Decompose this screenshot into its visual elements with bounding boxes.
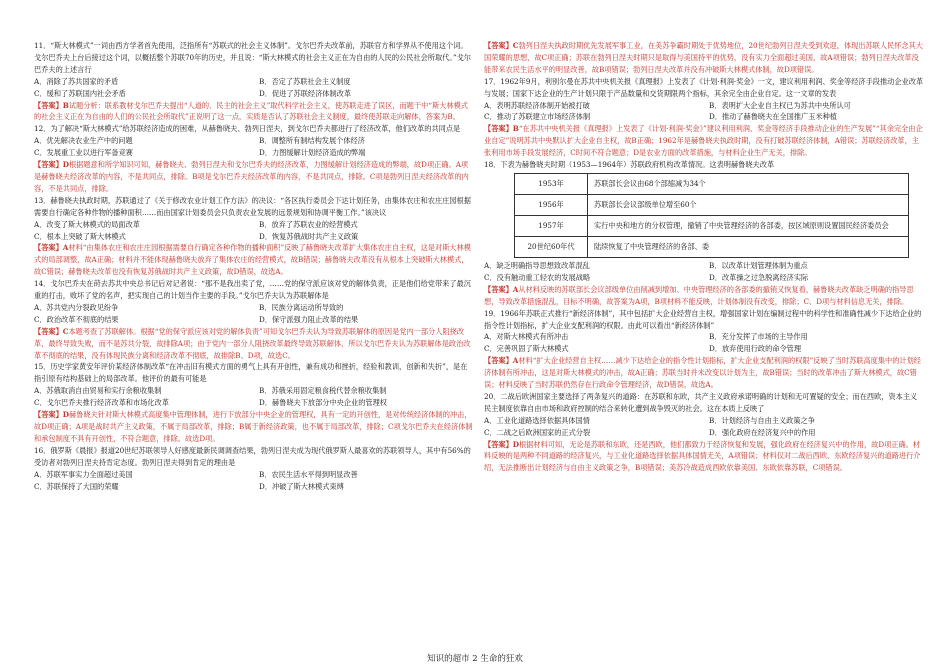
option-a: A．消除了苏共国家的矛盾 [34,76,119,86]
option-c: C．二战之后欧洲国家的正式分裂 [484,427,591,437]
answer [484,123,924,159]
options [34,302,474,326]
answer [484,40,924,76]
options [34,135,474,159]
option-b: B．表明扩大企业自主权已为苏共中央所认可 [709,100,851,110]
option-b: B．苏俄采用固定粮食税代替余粮收集制 [259,386,387,396]
answer-tag: 【答案】B [34,100,69,110]
option-d: D．恢复苏俄战时共产主义政策 [259,231,359,241]
table-row [515,194,909,215]
option-c: C．苏联保持了大国的荣耀 [34,481,119,491]
answer-tag: 【答案】C [484,41,519,50]
option-a: A．优先解决农业生产中的问题 [34,136,133,146]
answer-text: 试题分析：联系教材戈尔巴乔夫提出“人道的、民主的社会主义”取代科学社会主义，使苏联走进了误区，而题干中“斯大林模式的社会主义正在为自由的人们的公民社会所取代”正说明了这一点，实质是否认了苏联社会主义制度，最终使苏联走向解体，答案为B。 [34,100,468,122]
options [34,385,474,409]
option-a: A．苏共党内分裂政见纷争 [34,302,119,312]
options [484,415,924,439]
page-footer: 知识的超市 2 生命的狂欢 [427,654,523,664]
option-b: B．计划经济与自由主义政策之争 [709,415,815,425]
answer-text: 从材料反映的苏联部长会议部级单位由削减到增加、中央管理经济的各部委的撤销又恢复看，赫鲁晓夫改革缺乏明确的指导思想，导致改革措施混乱，目标不明确，故答案为A项，B项材料不能反映，计划体制没有改变，排除；C、D项与材料信息无关，排除。 [484,284,914,306]
answer-tag: 【答案】C [34,326,69,336]
question-18 [484,159,924,308]
option-c: C．政治改革不彻底的结果 [34,314,119,324]
option-a: A．对斯大林模式有所冲击 [484,332,569,342]
options [34,219,474,243]
left-column [34,40,474,492]
option-b: B．民族分离运动所导致的 [259,302,344,312]
table-cell-year: 1953年 [515,173,588,194]
option-d: D．力图缓解计划经济造成的弊端 [259,148,366,158]
options [34,76,474,100]
option-b: B．以改革计划管理体制为重点 [709,260,808,270]
option-c: C．根本上突破了斯大林模式 [34,231,126,241]
question-11 [34,40,474,123]
option-d: D．改革操之过急脱离经济实际 [709,272,809,282]
question-stem: 13．赫鲁晓夫执政时期，苏联通过了《关于修改农业计划工作方法》的决议：“各区执行委员会下达计划任务，由集体农庄和农庄庄园根据需要自行确定各种作物的播种面积……而由国家计划委员会只负责农业发展的远景规划和协调平衡工作。”该决议 [34,195,471,217]
answer [34,409,474,445]
options [484,260,924,284]
question-16-answer [484,40,924,76]
answer-tag: 【答案】A [484,356,519,366]
answer-tag: 【答案】B [484,124,519,134]
answer-text: 本题考查了苏联解体。根据“党的保守派应该对党的解体负责”可知戈尔巴乔夫认为导致苏联解体的原因是党内一部分人阻挠改革，最终导致失败，而不是苏共分裂，故排除A项；由于党内一部分人阻挠改革最终导致苏联解体，所以戈尔巴乔夫认为苏联解体是政治改革不彻底的结果，没有体现民族分离和经济改革不彻底，故排除B、D项，故选C。 [34,326,471,360]
question-stem: 16．俄罗斯《晨报》报道20世纪苏联领导人好感度最新民调调查结果，勃列日涅夫成为现代俄罗斯人最喜欢的苏联领导人，其中有56%的受访者对勃列日涅夫持肯定态度。勃列日涅夫得到肯定的理由是 [34,445,471,467]
question-14 [34,278,474,361]
question-stem: 19．1966年苏联正式推行“新经济体制”，其中包括扩大企业经营自主权，增强国家计划在编制过程中的科学性和准确性减少下达给企业的指令性计划指标，扩大企业支配利润的权限。由此可以看出“新经济体制” [484,308,922,330]
question-15 [34,361,474,444]
question-stem: 14．戈尔巴乔夫在莳去苏共中央总书记后对记者说：“那不是我出卖了党，……党的保守派应该对党的解体负责，正是他们给党带来了最沉重的打击，败坏了党的名声，把实现自己的计划当作主要的手段。”戈尔巴乔夫认为苏联解体是 [34,279,471,301]
answer-text: 材料“由集体农庄和农庄庄园根据需要自行确定各种作物的播种面积”反映了赫鲁晓夫改革扩大集体农庄自主权，这是对斯大林模式的局部调整，故A正确；材料并不能体现赫鲁晓夫放弃了集体农庄的经营模式，故B错误；赫鲁晓夫改革没有从根本上突破斯大林模式，故C错误；赫鲁晓夫改革也没有恢复苏俄战时共产主义政策，故D错误，故选A。 [34,243,471,277]
option-d: D．推动了赫鲁晓夫在全国推广玉米种植 [709,112,837,122]
question-stem: 12．为了解决“斯大林模式”给苏联经济造成的困难，从赫鲁晓夫、勃列日涅夫，到戈尔巴乔夫都进行了经济改革，他们改革的共同点是 [34,124,461,134]
answer [34,326,474,362]
question-16 [34,445,474,493]
answer-tag: 【答案】A [34,243,69,253]
table-cell-content: 苏联部长会议部级单位增至60个 [588,194,909,215]
table-cell-year: 1956年 [515,194,588,215]
answer-text: 根据题意和所学知识可知，赫鲁晓夫、勃列日涅夫和戈尔巴乔夫的经济改革，力图缓解计划经济造成的弊端，故D项正确。A项是赫鲁晓夫经济改革的内容，不是共同点，排除。B项是戈尔巴乔夫经济改革的内容，不是共同点，排除。C项是勃列日涅夫经济改革的内容，不是共同点，排除。 [34,160,469,193]
table-cell-content: 苏联部长会议由68个部缩减为34个 [588,173,909,194]
option-b: B．调整所有制结构发展个体经济 [259,136,365,146]
option-a: A．表明苏联经济体制开始被打破 [484,100,590,110]
answer-tag: 【答案】A [484,284,519,294]
options [34,469,474,493]
question-stem: 20．二战后欧洲国家主要选择了两条复兴的道路：在苏联和东欧，共产主义政府承诺明确的计划和无可置疑的安全；而在西欧，资本主义民主制度依靠自由市场和政府控制的结合来转化遭到战争毁灭的社会。这在本质上反映了 [484,391,918,413]
options [484,100,924,124]
question-20 [484,391,924,474]
table-cell-year: 1957年 [515,215,588,236]
table-cell-year: 20世纪60年代 [515,236,588,257]
answer [34,100,474,124]
option-a: A．工业化道路选择依据具体国情 [484,415,590,425]
question-stem: 15．历史学家黄安年评价某经济体制改革“在冲击旧有模式方面的勇气上具有开创性，兼有成功和挫折，经验和教训，创新和失折”，是在指引原有结构基础上的局部改革。他评价的最有可能是 [34,362,468,384]
option-b: B．充分发挥了市场的主导作用 [709,332,808,342]
option-a: A．改变了斯大林模式的局面改革 [34,219,140,229]
answer-text: “在苏共中央机关报《真理报》上发表了《计划·利润·奖金》”建议利用利润、奖金等经济手段推动企业的生产发展”“其余完全由企业自定”说明苏共中央默认扩大企业自主权，故B正确；1962年是赫鲁晓夫执政时期，没有打破苏联经济体制，A错误；苏联经济改革，主张利用市场手段发展经济，C时间不符合题意；D是农业方面的改革措施，与材料企业生产无关，排除。 [484,124,923,158]
question-stem: 18．下表为赫鲁晓夫时期（1953—1964年）苏联政府机构改革情况。这表明赫鲁晓夫改革 [484,160,775,170]
option-b: B．农民生活水平得到明显改善 [259,469,358,479]
table-cell-content: 实行中央和地方的分权管理，撤销了中央管理经济的各部委，按区域原则设置国民经济委员会 [588,215,909,236]
option-c: C．戈尔巴乔夫推行经济改革和市场化改革 [34,398,169,408]
answer-text: 勃列日涅夫执政时期优先发展军事工业，在美苏争霸时期处于优势地位，20世纪勃列日涅夫受到欢迎，体现出苏联人民怀念其大国荣耀的思想，故C项正确；苏联在勃列日涅夫时期只是取得与美国持平的优势，没有实力全面超过美国，故A项错误；勃列日涅夫改革没能带来农民生活水平的明显改善，故B项错误；勃列日涅夫改革并没有冲破斯大林模式体制，故D项错误。 [484,41,923,74]
answer-tag: 【答案】D [34,410,69,420]
option-c: C．没有触动重工轻农的发展战略 [484,272,591,282]
table-cell-content: 陆续恢复了中央管理经济的各部、委 [588,236,909,257]
option-b: B．否定了苏联社会主义制度 [259,76,351,86]
answer [34,242,474,278]
answer [484,355,924,391]
table-row [515,215,909,236]
option-c: C．缓和了苏联国内社会矛盾 [34,88,126,98]
answer [484,439,924,475]
option-d: D．冲破了斯大林模式束缚 [259,481,344,491]
option-c: C．完善巩固了斯大林模式 [484,344,569,354]
answer-tag: 【答案】D [484,439,519,449]
table-row [515,173,909,194]
question-stem: 17．1962年9月，利别尔曼在苏共中央机关报《真理报》上发表了《计划·利润·奖金》一文，建议利用利润、奖金等经济手段推动企业改革与发展；国家下达企业的生产计划只限于产品数量和交货期限两个指标，其余完全由企业自定。这一文章的发表 [484,76,924,98]
option-d: D．保守派强力阻止改革的结果 [259,314,359,324]
option-d: D．放弃使用行政的命令管理 [709,344,802,354]
option-a: A．苏联军事实力全面超过美国 [34,469,133,479]
right-column [484,40,924,474]
answer-tag: 【答案】D [34,160,69,170]
option-b: B．放弃了苏联农业的经营模式 [259,219,358,229]
question-19 [484,308,924,391]
option-d: D．强化政府在经济复兴中的作用 [709,427,816,437]
table-row [515,236,909,257]
option-a: A．缺乏明确指导思想致改革混乱 [484,260,590,270]
question-12 [34,123,474,194]
answer-text: 根据材料可知，无论是苏联和东欧，还是西欧，他们都致力于经济恢复和发展，强化政府在经济复兴中的作用，故D项正确。材料反映的是两种不同道路的经济复兴，与工业化道路选择依据具体国情无关，A项错误；材料仅对二战后西欧、东欧经济复兴的道路进行介绍，无法推断出计划经济与自由主义政策之争，B项错误；美苏冷战造成西欧依靠美国、东欧依靠苏联，C项错误。 [484,439,921,473]
answer [34,159,474,195]
option-d: D．促进了苏联经济体制改革 [259,88,352,98]
option-c: C．发展重工业以进行军备竞赛 [34,148,133,158]
option-c: C．推动了苏联建立市场经济体制 [484,112,591,122]
question-13 [34,195,474,278]
answer-text: 赫鲁晓夫针对斯大林模式高度集中管理体制，进行下放部分中央企业的管理权，具有一定的开创性，是对传统经济体制的冲击，故D项正确；A项是战时共产主义政策，不属于局部改革，排除；B属于新经济政策，也不属于局部改革，排除；C项戈尔巴乔夫在经济体制和承包制度不具有开创性，不符合题意，排除。故选D项。 [34,410,473,443]
answer [484,284,924,308]
answer-text: 材料“扩大企业经营自主权……减少下达给企业的指令性计划指标，扩大企业支配利润的权限”反映了当时苏联高度集中的计划经济体制有所冲击，这是对斯大林模式的冲击，故A正确；苏联当时并未改变以计划为主，故B错误；当时的改革冲击了斯大林模式，故C错误；材料反映了当时苏联仍然存在行政命令管理经济，故D错误，故选A。 [484,356,921,390]
option-a: A．苏俄取消自由贸易和实行余粮收集制 [34,386,162,396]
question-stem: 11．“斯大林模式”一词由西方学者首先使用，泛指所有“苏联式的社会主义体制”。戈尔巴乔夫改革前，苏联官方和学界从不使用这个词。戈尔巴乔夫上台后接过这个词，以概括整个苏联70年的历史，并且说：“斯大林模式的社会主义正在为自由的人民的公民社会所取代。”戈尔巴乔夫的上述言行 [34,41,471,74]
option-d: D．赫鲁晓夫下放部分中央企业的管理权 [259,398,387,408]
options [484,331,924,355]
question-17 [484,76,924,159]
reform-table [514,173,909,258]
